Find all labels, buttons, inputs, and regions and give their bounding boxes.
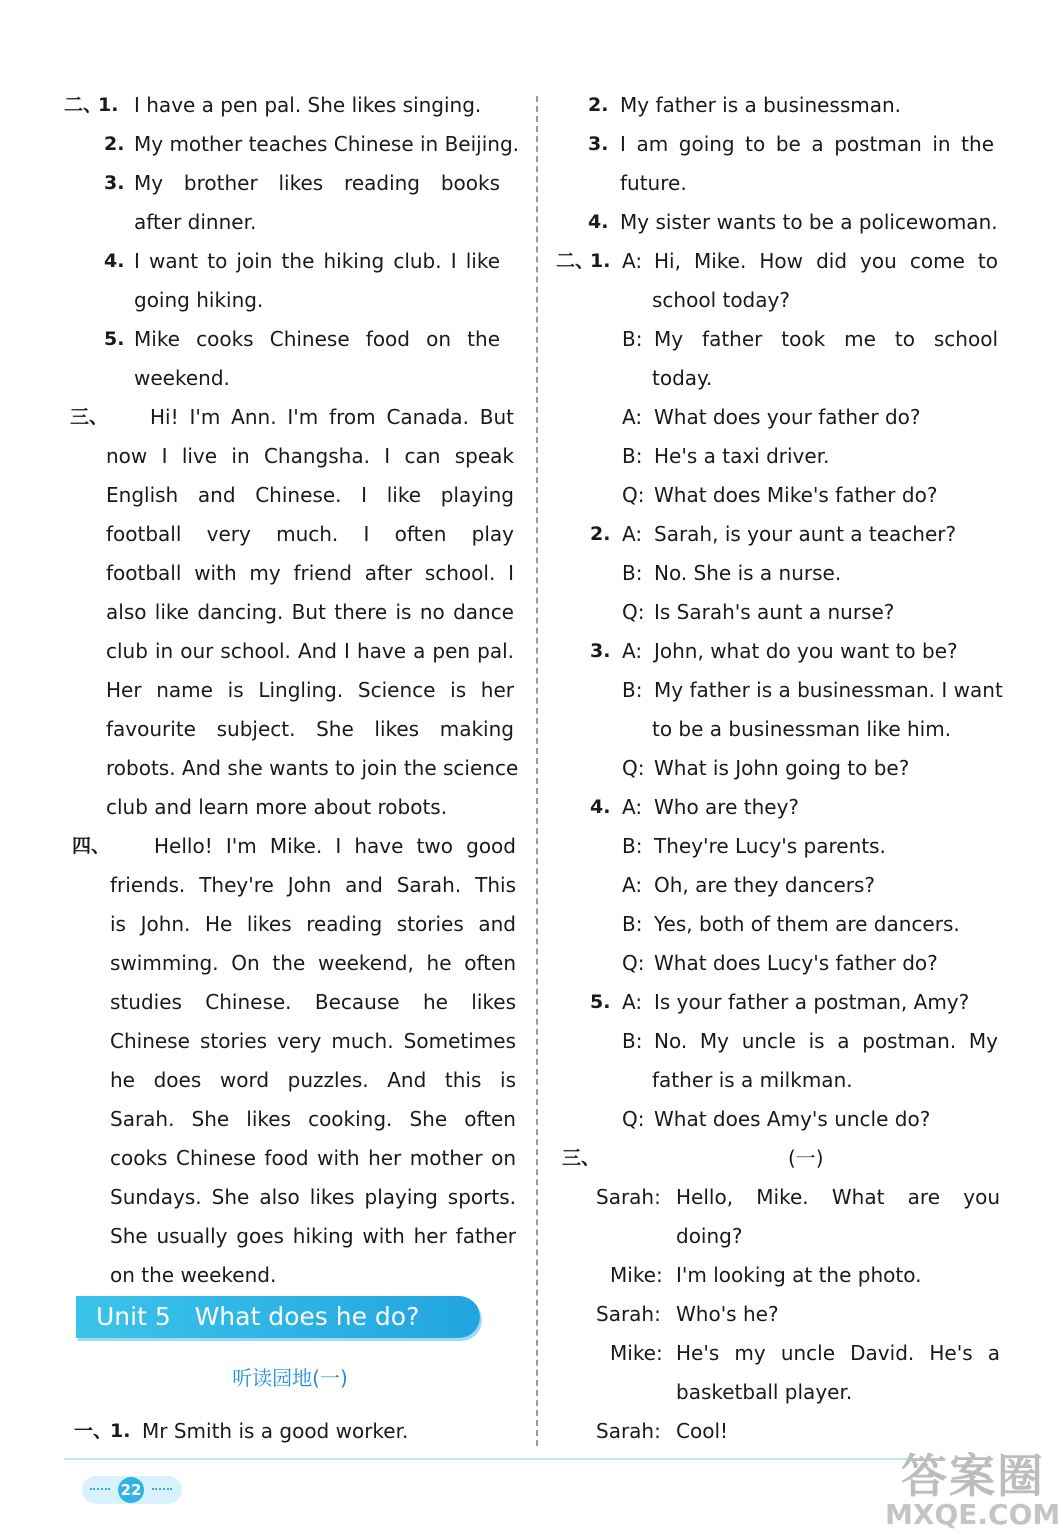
line-text: My brother likes reading books — [134, 171, 500, 195]
line-text: What does your father do? — [654, 405, 921, 429]
line-text: robots. And she wants to join the science — [106, 756, 519, 780]
dots-right — [152, 1488, 172, 1490]
dialogue-line — [556, 866, 1002, 905]
dialogue-line — [556, 749, 1002, 788]
passage-line — [64, 749, 519, 788]
line-text: future. — [620, 171, 687, 195]
speaker-label: B: — [622, 444, 643, 468]
dialogue-line — [556, 554, 1002, 593]
dialogue-line — [556, 1373, 1002, 1412]
watermark-logo: 答案圈 — [901, 1449, 1045, 1503]
passage-line — [64, 866, 516, 905]
item-number: 2. — [104, 133, 125, 155]
answer-line — [64, 320, 516, 359]
dialogue-line — [556, 1412, 1002, 1451]
line-text: favourite subject. She likes making — [106, 717, 514, 741]
passage-line — [64, 1139, 516, 1178]
line-text: friends. They're John and Sarah. This — [110, 873, 516, 897]
dialogue-line — [556, 944, 1002, 983]
item-number: 3. — [590, 640, 611, 662]
line-text: Mike cooks Chinese food on the — [134, 327, 500, 351]
passage-line — [64, 593, 516, 632]
answer-line — [64, 359, 516, 398]
answer-line — [556, 164, 1002, 203]
line-text: No. She is a nurse. — [654, 561, 842, 585]
passage-line — [64, 398, 516, 437]
dialogue-line — [556, 1061, 1002, 1100]
line-text: cooks Chinese food with her mother on — [110, 1146, 516, 1170]
item-number: 4. — [588, 211, 609, 233]
line-text: What does Lucy's father do? — [654, 951, 938, 975]
dialogue-line — [556, 788, 1002, 827]
passage-line — [64, 905, 516, 944]
line-text: Yes, both of them are dancers. — [654, 912, 960, 936]
speaker-label: B: — [622, 834, 643, 858]
answer-line — [64, 86, 516, 125]
line-text: What does Mike's father do? — [654, 483, 938, 507]
line-text: Oh, are they dancers? — [654, 873, 876, 897]
line-text: They're Lucy's parents. — [654, 834, 886, 858]
dots-left — [90, 1488, 110, 1490]
section-marker: 二、 — [556, 250, 595, 272]
dialogue-line — [556, 710, 1002, 749]
answer-line — [64, 203, 516, 242]
answer-line — [556, 203, 1002, 242]
passage-line — [64, 1100, 516, 1139]
line-text: English and Chinese. I like playing — [106, 483, 514, 507]
line-text: Cool! — [676, 1419, 729, 1443]
passage-line — [64, 554, 516, 593]
line-text: football very much. I often play — [106, 522, 514, 546]
line-text: father is a milkman. — [652, 1068, 853, 1092]
passage-line — [64, 944, 516, 983]
passage-line — [64, 1256, 516, 1295]
section-subtitle: 听读园地(一) — [232, 1366, 348, 1390]
dialogue-line — [556, 437, 1002, 476]
speaker-label: A: — [622, 249, 643, 273]
line-text: I am going to be a postman in the — [620, 132, 994, 156]
speaker-label: A: — [622, 522, 643, 546]
dialogue-line — [556, 1334, 1002, 1373]
speaker-label: A: — [622, 639, 643, 663]
line-text: Who are they? — [654, 795, 800, 819]
passage-line — [64, 1178, 516, 1217]
item-number: 1. — [110, 1420, 131, 1442]
item-number: 3. — [104, 172, 125, 194]
footer-divider — [64, 1458, 934, 1460]
item-number: 4. — [104, 250, 125, 272]
line-text: today. — [652, 366, 713, 390]
speaker-label: Sarah: — [596, 1419, 661, 1443]
speaker-label: A: — [622, 405, 643, 429]
dialogue-line — [556, 632, 1002, 671]
answer-line — [64, 125, 519, 164]
line-text: Chinese stories very much. Sometimes — [110, 1029, 516, 1053]
section-marker: 三、 — [562, 1147, 601, 1169]
answer-line — [556, 86, 1002, 125]
line-text: My father is a businessman. I want — [654, 678, 1003, 702]
dialogue-line — [556, 242, 1002, 281]
line-text: He's a taxi driver. — [654, 444, 830, 468]
line-text: My mother teaches Chinese in Beijing. — [134, 132, 519, 156]
line-text: Sarah. She likes cooking. She often — [110, 1107, 516, 1131]
answer-line — [64, 1412, 516, 1451]
line-text: to be a businessman like him. — [652, 717, 952, 741]
passage-line — [64, 1022, 516, 1061]
speaker-label: Q: — [622, 756, 645, 780]
passage-line — [64, 983, 516, 1022]
line-text: going hiking. — [134, 288, 264, 312]
answer-line — [556, 125, 1002, 164]
line-text: My father is a businessman. — [620, 93, 902, 117]
line-text: Is Sarah's aunt a nurse? — [654, 600, 895, 624]
unit-title: Unit 5 What does he do? — [96, 1302, 420, 1331]
dialogue-line — [556, 983, 1002, 1022]
speaker-label: B: — [622, 561, 643, 585]
dialogue-line — [556, 281, 1002, 320]
line-text: on the weekend. — [110, 1263, 277, 1287]
answer-line — [64, 164, 516, 203]
section-marker: 三、 — [70, 406, 109, 428]
dialogue-line — [556, 593, 1002, 632]
passage-line — [64, 476, 516, 515]
line-text: Hello, Mike. What are you — [676, 1185, 1000, 1209]
line-text: Hello! I'm Mike. I have two good — [154, 834, 516, 858]
dialogue-line — [556, 476, 1002, 515]
speaker-label: Sarah: — [596, 1185, 661, 1209]
dialogue-line — [556, 515, 1002, 554]
item-number: 2. — [590, 523, 611, 545]
line-text: studies Chinese. Because he likes — [110, 990, 516, 1014]
speaker-label: Q: — [622, 951, 645, 975]
line-text: Mr Smith is a good worker. — [142, 1419, 409, 1443]
speaker-label: A: — [622, 795, 643, 819]
line-text: Hi! I'm Ann. I'm from Canada. But — [150, 405, 514, 429]
line-text: Sundays. She also likes playing sports. — [110, 1185, 516, 1209]
line-text: football with my friend after school. I — [106, 561, 514, 585]
line-text: Her name is Lingling. Science is her — [106, 678, 514, 702]
line-text: doing? — [676, 1224, 743, 1248]
line-text: Hi, Mike. How did you come to — [654, 249, 998, 273]
line-text: No. My uncle is a postman. My — [654, 1029, 998, 1053]
section-marker: 一、 — [74, 1420, 113, 1442]
unit-title-banner — [76, 1296, 480, 1338]
dialogue-line — [556, 320, 1002, 359]
speaker-label: Sarah: — [596, 1302, 661, 1326]
item-number: 2. — [588, 94, 609, 116]
line-text: now I live in Changsha. I can speak — [106, 444, 514, 468]
passage-line — [64, 1061, 516, 1100]
page-badge — [82, 1476, 182, 1504]
dialogue-line — [556, 905, 1002, 944]
section-heading-line — [556, 1139, 1002, 1178]
page-number: 22 — [118, 1477, 144, 1503]
speaker-label: Q: — [622, 600, 645, 624]
column-divider — [536, 96, 538, 1446]
item-number: 3. — [588, 133, 609, 155]
speaker-label: Mike: — [610, 1341, 663, 1365]
section-marker: 二、 — [64, 94, 103, 116]
speaker-label: B: — [622, 912, 643, 936]
line-text: school today? — [652, 288, 790, 312]
line-text: Is your father a postman, Amy? — [654, 990, 970, 1014]
speaker-label: B: — [622, 678, 643, 702]
passage-line — [64, 788, 516, 827]
line-text: club in our school. And I have a pen pal. — [106, 639, 514, 663]
line-text: also like dancing. But there is no dance — [106, 600, 514, 624]
item-number: 5. — [104, 328, 125, 350]
line-text: swimming. On the weekend, he often — [110, 951, 516, 975]
dialogue-line — [556, 398, 1002, 437]
item-number: 1. — [98, 94, 119, 116]
speaker-label: B: — [622, 1029, 643, 1053]
dialogue-line — [556, 827, 1002, 866]
speaker-label: B: — [622, 327, 643, 351]
section-marker: 四、 — [72, 835, 111, 857]
line-text: Sarah, is your aunt a teacher? — [654, 522, 957, 546]
line-text: He's my uncle David. He's a — [676, 1341, 1000, 1365]
line-text: club and learn more about robots. — [106, 795, 448, 819]
speaker-label: A: — [622, 990, 643, 1014]
item-number: 5. — [590, 991, 611, 1013]
speaker-label: Q: — [622, 483, 645, 507]
line-text: I have a pen pal. She likes singing. — [134, 93, 482, 117]
line-text: John, what do you want to be? — [654, 639, 958, 663]
dialogue-line — [556, 671, 1002, 710]
line-text: Who's he? — [676, 1302, 779, 1326]
item-number: 1. — [590, 250, 611, 272]
line-text: My sister wants to be a policewoman. — [620, 210, 998, 234]
dialogue-line — [556, 1295, 1002, 1334]
line-text: I want to join the hiking club. I like — [134, 249, 500, 273]
line-text: after dinner. — [134, 210, 257, 234]
line-text: What does Amy's uncle do? — [654, 1107, 931, 1131]
speaker-label: Q: — [622, 1107, 645, 1131]
passage-line — [64, 671, 516, 710]
speaker-label: Mike: — [610, 1263, 663, 1287]
passage-line — [64, 437, 516, 476]
line-text: he does word puzzles. And this is — [110, 1068, 516, 1092]
part-label: (一) — [788, 1146, 824, 1170]
passage-line — [64, 1217, 516, 1256]
answer-line — [64, 281, 516, 320]
speaker-label: A: — [622, 873, 643, 897]
watermark-url: MXQE.COM — [885, 1498, 1061, 1531]
line-text: What is John going to be? — [654, 756, 910, 780]
line-text: I'm looking at the photo. — [676, 1263, 922, 1287]
line-text: is John. He likes reading stories and — [110, 912, 516, 936]
dialogue-line — [556, 359, 1002, 398]
passage-line — [64, 827, 516, 866]
line-text: weekend. — [134, 366, 230, 390]
passage-line — [64, 632, 516, 671]
line-text: basketball player. — [676, 1380, 853, 1404]
dialogue-line — [556, 1100, 1002, 1139]
line-text: She usually goes hiking with her father — [110, 1224, 516, 1248]
passage-line — [64, 710, 516, 749]
item-number: 4. — [590, 796, 611, 818]
line-text: My father took me to school — [654, 327, 998, 351]
answer-line — [64, 242, 516, 281]
dialogue-line — [556, 1217, 1002, 1256]
dialogue-line — [556, 1022, 1002, 1061]
dialogue-line — [556, 1178, 1002, 1217]
dialogue-line — [556, 1256, 1002, 1295]
passage-line — [64, 515, 516, 554]
